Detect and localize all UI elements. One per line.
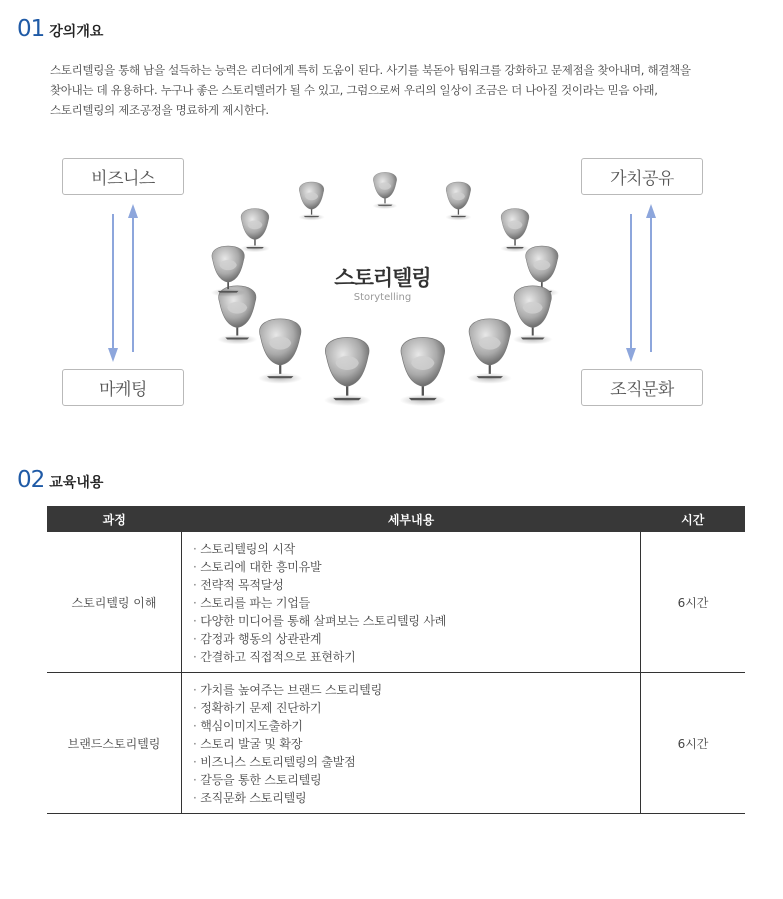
- list-item: · 스토리에 대한 흥미유발: [193, 558, 640, 576]
- diagram-center-title: 스토리텔링: [334, 266, 431, 290]
- list-item: · 감정과 행동의 상관관계: [193, 630, 640, 648]
- list-item: · 정확하기 문제 진단하기: [193, 699, 640, 717]
- section-title: 강의개요: [49, 24, 104, 40]
- list-item: · 스토리 발굴 및 확장: [193, 735, 640, 753]
- egg-chair-icon: [400, 337, 446, 406]
- course-table: [47, 506, 745, 814]
- list-item: · 가치를 높여주는 브랜드 스토리텔링: [193, 681, 640, 699]
- section-02-heading: [17, 467, 103, 493]
- egg-chair-icon: [500, 209, 530, 253]
- course-name: 브랜드스토리텔링: [47, 673, 182, 814]
- box-business: 비즈니스: [62, 158, 184, 195]
- course-details: [182, 532, 641, 673]
- intro-paragraph: [50, 60, 750, 120]
- intro-line: 스토리텔링을 통해 남을 설득하는 능력은 리더에게 특히 도움이 된다. 사기를 북돋아 팀워크를 강화하고 문제점을 찾아내며, 해결책을: [50, 63, 691, 77]
- box-org-culture: 조직문화: [581, 369, 703, 406]
- header-time: 시간: [641, 506, 746, 532]
- course-time: 6시간: [641, 673, 746, 814]
- right-arrows: [618, 200, 668, 365]
- list-item: · 간결하고 직접적으로 표현하기: [193, 648, 640, 666]
- intro-line: 찾아내는 데 유용하다. 누구나 좋은 스토리텔러가 될 수 있고, 그럼으로써 우리의 일상이 조금은 더 나아질 것이라는 믿음 아래,: [50, 83, 658, 97]
- list-item: · 스토리를 파는 기업들: [193, 594, 640, 612]
- arrow-up-icon: [128, 204, 138, 218]
- egg-chair-icon: [258, 319, 302, 384]
- egg-chair-icon: [299, 182, 325, 220]
- table-row: [47, 673, 745, 814]
- list-item: · 다양한 미디어를 통해 살펴보는 스토리텔링 사례: [193, 612, 640, 630]
- egg-chair-icon: [513, 286, 553, 345]
- box-value-sharing: 가치공유: [581, 158, 703, 195]
- course-time: 6시간: [641, 532, 746, 673]
- section-01-heading: [17, 16, 103, 42]
- egg-chair-icon: [373, 172, 398, 209]
- section-title: 교육내용: [49, 475, 104, 491]
- list-item: · 조직문화 스토리텔링: [193, 789, 640, 807]
- list-item: · 갈등을 통한 스토리텔링: [193, 771, 640, 789]
- header-course: 과정: [47, 506, 182, 532]
- table-row: [47, 532, 745, 673]
- egg-chair-icon: [468, 319, 512, 384]
- course-name: 스토리텔링 이해: [47, 532, 182, 673]
- list-item: · 스토리텔링의 시작: [193, 540, 640, 558]
- egg-chair-icon: [324, 337, 370, 406]
- header-details: 세부내용: [182, 506, 641, 532]
- list-item: · 전략적 목적달성: [193, 576, 640, 594]
- egg-chair-icon: [240, 209, 270, 253]
- table-header-row: [47, 506, 745, 532]
- section-number: 02: [17, 467, 45, 493]
- box-marketing: 마케팅: [62, 369, 184, 406]
- list-item: · 핵심이미지도출하기: [193, 717, 640, 735]
- arrow-up-icon: [646, 204, 656, 218]
- intro-line: 스토리텔링의 제조공정을 명료하게 제시한다.: [50, 103, 269, 117]
- left-arrows: [100, 200, 150, 365]
- list-item: · 비즈니스 스토리텔링의 출발점: [193, 753, 640, 771]
- arrow-down-icon: [626, 348, 636, 362]
- arrow-down-icon: [108, 348, 118, 362]
- diagram-center-subtitle: Storytelling: [353, 292, 412, 303]
- course-details: [182, 673, 641, 814]
- egg-chair-icon: [445, 182, 471, 220]
- section-number: 01: [17, 16, 45, 42]
